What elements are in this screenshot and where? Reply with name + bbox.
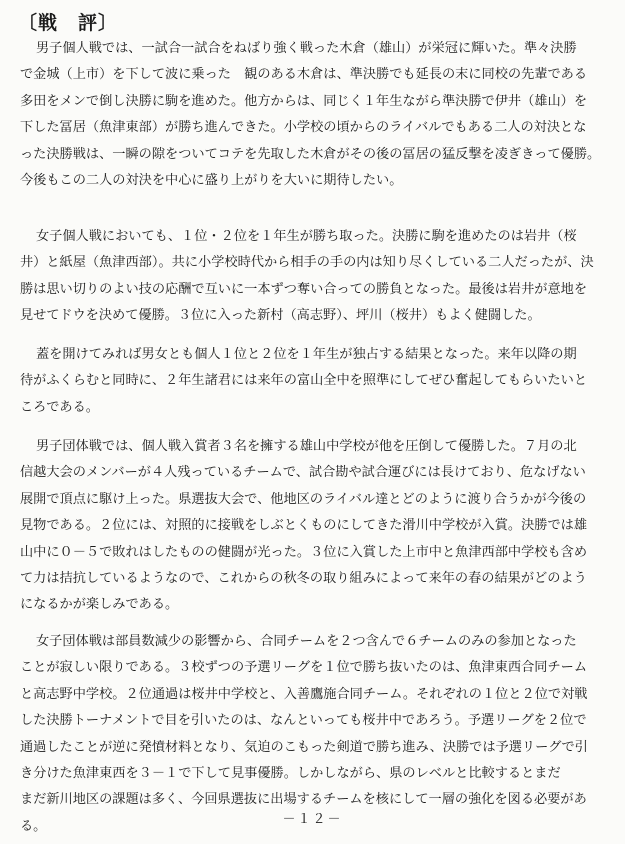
text-line: ころである。 <box>20 399 99 415</box>
text-line: ことが寂しい限りである。３校ずつの予選リーグを１位で勝ち抜いたのは、魚津東西合同チーム <box>20 660 588 676</box>
text-line: 女子団体戦は部員数減少の影響から、合同チームを２つ含んで６チームのみの参加となった <box>36 634 577 649</box>
text-line: 男子個人戦では、一試合一試合をねばり強く戦った木倉（雄山）が栄冠に輝いた。準々決勝 <box>36 41 577 56</box>
text-line: 待がふくらむと同時に、２年生諸君には来年の富山全中を照準にしてぜひ奮起してもらいたいと <box>20 373 588 389</box>
text-line: まだ新川地区の課題は多く、今回県選抜に出場するチームを核にして一層の強化を図る必要があ <box>20 792 587 808</box>
text-line: 蓋を開けてみれば男女とも個人１位と２位を１年生が独占する結果となった。来年以降の期 <box>36 347 577 362</box>
text-line: 男子団体戦では、個人戦入賞者３名を擁する雄山中学校が他を圧倒して優勝した。７月の北 <box>36 439 577 454</box>
text-line: て力は拮抗しているようなので、これからの秋冬の取り組みによって来年の春の結果がどのよう <box>20 570 587 586</box>
text-line: で金城（上市）を下して波に乗った 観のある木倉は、準決勝でも延長の末に同校の先輩である <box>20 67 588 83</box>
text-line: 勝は思い切りのよい技の応酬で互いに一本ずつ奪い合っての勝負となった。最後は岩井が意地を <box>20 281 588 297</box>
text-line: き分けた魚津東西を３－１で下して見事優勝。しかしながら、県のレベルと比較するとまだ <box>20 765 561 781</box>
text-line: 井）と紙屋（魚津西部）。共に小学校時代から相手の手の内は知り尽くしている二人だったが、決 <box>20 255 594 271</box>
text-line: った決勝戦は、一瞬の隙をついてコテを先取した木倉がその後の冨居の猛反撃を凌ぎきって優勝。 <box>20 146 601 162</box>
text-line: 見せてドウを決めて優勝。３位に入った新村（高志野）、坪川（桜井）もよく健闘した。 <box>20 308 541 324</box>
text-line: 女子個人戦においても、１位・２位を１年生が勝ち取った。決勝に駒を進めたのは岩井（桜 <box>36 229 577 244</box>
text-line: 見物である。２位には、対照的に接戦をしぶとくものにしてきた滑川中学校が入賞。決勝では雄 <box>20 518 588 534</box>
text-line: 今後もこの二人の対決を中心に盛り上がりを大いに期待したい。 <box>20 172 403 188</box>
page-heading: 〔戦 評〕 <box>18 12 119 34</box>
page-number: －１２－ <box>282 812 343 827</box>
text-line: 山中に０－５で敗れはしたものの健闘が光った。３位に入賞した上市中と魚津西部中学校も含め <box>20 544 588 560</box>
text-line: と高志野中学校。２位通過は桜井中学校と、入善鷹施合同チーム。それぞれの１位と２位で対戦 <box>20 686 588 702</box>
paragraph-first-year-summary <box>20 342 610 421</box>
text-line: る。 <box>20 818 47 834</box>
paragraph-girls-individual <box>20 224 610 330</box>
paragraph-boys-individual <box>20 36 610 194</box>
text-line: 展開で頂点に駆け上った。県選抜大会で、他地区のライバル達とどのように渡り合うかが今後の <box>20 491 587 507</box>
text-line: した決勝トーナメントで目を引いたのは、なんといっても桜井中であろう。予選リーグを２位で <box>20 713 587 729</box>
text-line: 多田をメンで倒し決勝に駒を進めた。他方からは、同じく１年生ながら準決勝で伊井（雄山）を <box>20 93 588 109</box>
text-line: になるかが楽しみである。 <box>20 597 179 613</box>
text-line: 信越大会のメンバーが４人残っているチームで、試合勘や試合運びには長けており、危なげない <box>20 465 586 481</box>
text-line: 下した冨居（魚津東部）が勝ち進んできた。小学校の頃からのライバルでもある二人の対決とな <box>20 120 587 136</box>
paragraph-boys-team <box>20 434 610 619</box>
text-line: 通過したことが逆に発憤材料となり、気迫のこもった剣道で勝ち進み、決勝では予選リーグで引 <box>20 739 588 755</box>
